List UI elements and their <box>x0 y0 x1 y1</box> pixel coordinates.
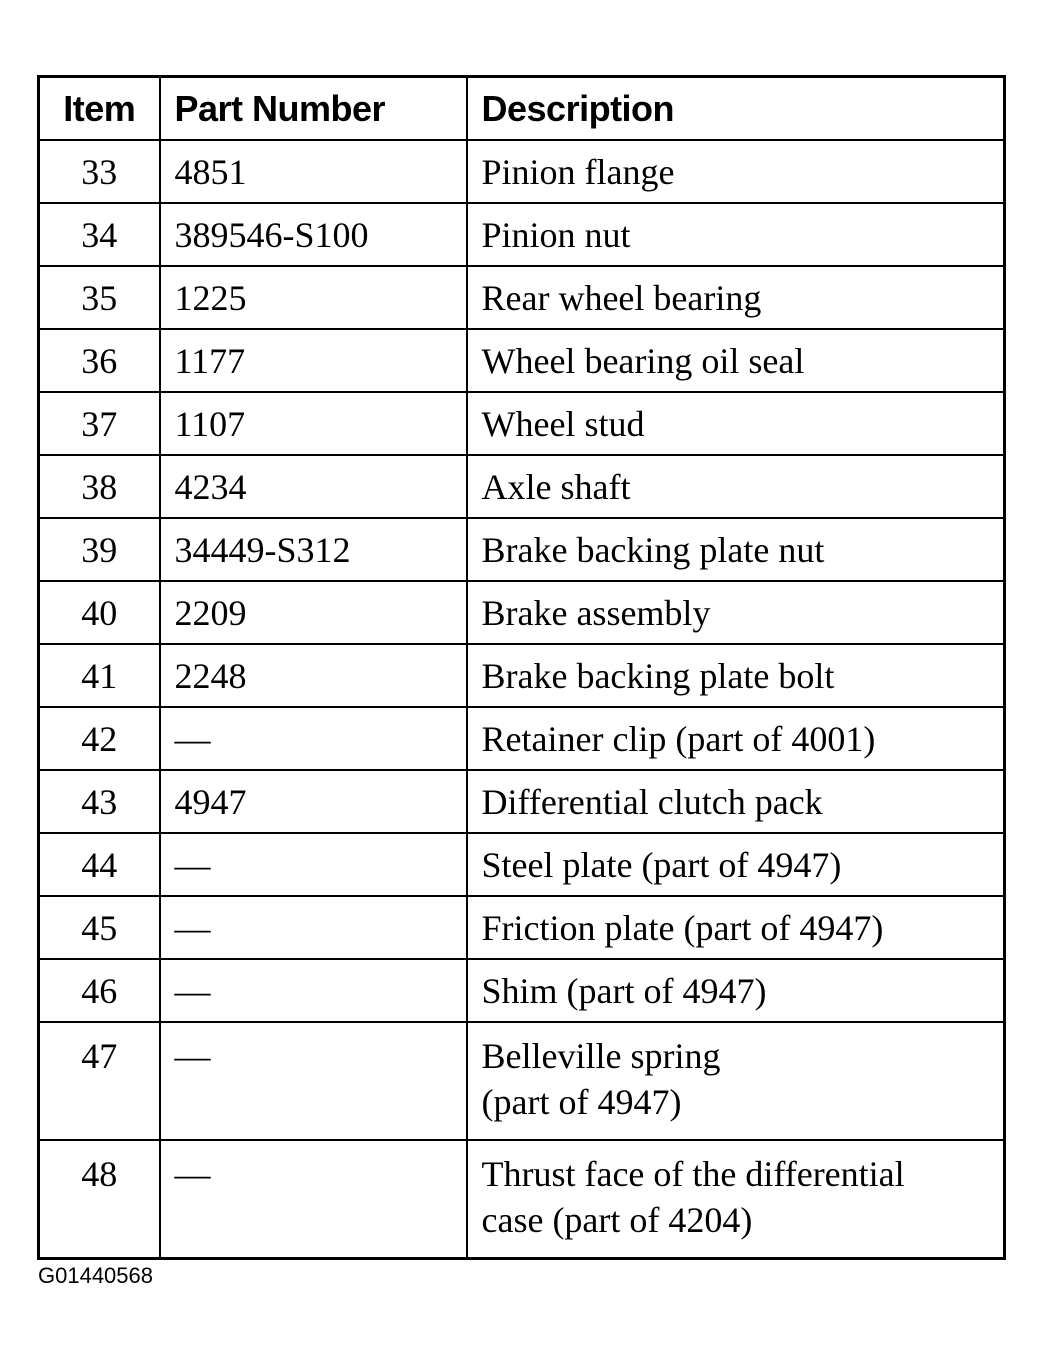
part-number: 389546-S100 <box>160 203 467 266</box>
part-number: 1107 <box>160 392 467 455</box>
parts-table <box>37 75 1006 1260</box>
item-number: 46 <box>39 959 160 1022</box>
part-number: 2248 <box>160 644 467 707</box>
item-number: 43 <box>39 770 160 833</box>
description: Pinion nut <box>467 203 1005 266</box>
description: Retainer clip (part of 4001) <box>467 707 1005 770</box>
description-line: case (part of 4204) <box>481 1200 753 1240</box>
item-number: 34 <box>39 203 160 266</box>
header-description: Description <box>467 77 1005 141</box>
item-number: 36 <box>39 329 160 392</box>
table-row <box>39 518 1005 581</box>
header-part-number: Part Number <box>160 77 467 141</box>
figure-id: G01440568 <box>38 1263 153 1288</box>
description <box>467 1140 1005 1259</box>
item-number: 33 <box>39 140 160 203</box>
table-row <box>39 329 1005 392</box>
table-row <box>39 644 1005 707</box>
table-row <box>39 140 1005 203</box>
item-number: 42 <box>39 707 160 770</box>
description: Pinion flange <box>467 140 1005 203</box>
part-number: 4947 <box>160 770 467 833</box>
part-number: — <box>160 707 467 770</box>
table-row <box>39 203 1005 266</box>
description: Steel plate (part of 4947) <box>467 833 1005 896</box>
description: Differential clutch pack <box>467 770 1005 833</box>
description: Shim (part of 4947) <box>467 959 1005 1022</box>
description: Wheel bearing oil seal <box>467 329 1005 392</box>
table-row <box>39 1022 1005 1140</box>
description: Axle shaft <box>467 455 1005 518</box>
table-row <box>39 959 1005 1022</box>
description: Brake backing plate bolt <box>467 644 1005 707</box>
table-row <box>39 707 1005 770</box>
description: Friction plate (part of 4947) <box>467 896 1005 959</box>
item-number: 39 <box>39 518 160 581</box>
table-row <box>39 833 1005 896</box>
part-number: 2209 <box>160 581 467 644</box>
description: Brake assembly <box>467 581 1005 644</box>
part-number: 1225 <box>160 266 467 329</box>
item-number: 37 <box>39 392 160 455</box>
item-number: 47 <box>39 1022 160 1140</box>
item-number: 45 <box>39 896 160 959</box>
part-number: — <box>160 1022 467 1140</box>
part-number: — <box>160 833 467 896</box>
table-row <box>39 896 1005 959</box>
item-number: 41 <box>39 644 160 707</box>
table-header-row <box>39 77 1005 141</box>
table-row <box>39 392 1005 455</box>
item-number: 40 <box>39 581 160 644</box>
item-number: 35 <box>39 266 160 329</box>
description-line: Thrust face of the differential <box>481 1154 905 1194</box>
description <box>467 1022 1005 1140</box>
description: Wheel stud <box>467 392 1005 455</box>
item-number: 48 <box>39 1140 160 1259</box>
item-number: 38 <box>39 455 160 518</box>
part-number: 34449-S312 <box>160 518 467 581</box>
table-row <box>39 581 1005 644</box>
description-line: (part of 4947) <box>481 1082 682 1122</box>
part-number: 4234 <box>160 455 467 518</box>
part-number: — <box>160 1140 467 1259</box>
table-row <box>39 266 1005 329</box>
description: Brake backing plate nut <box>467 518 1005 581</box>
part-number: 4851 <box>160 140 467 203</box>
part-number: 1177 <box>160 329 467 392</box>
part-number: — <box>160 959 467 1022</box>
part-number: — <box>160 896 467 959</box>
description-line: Belleville spring <box>481 1036 721 1076</box>
item-number: 44 <box>39 833 160 896</box>
description: Rear wheel bearing <box>467 266 1005 329</box>
table-row <box>39 1140 1005 1259</box>
table-row <box>39 455 1005 518</box>
header-item: Item <box>39 77 160 141</box>
table-row <box>39 770 1005 833</box>
